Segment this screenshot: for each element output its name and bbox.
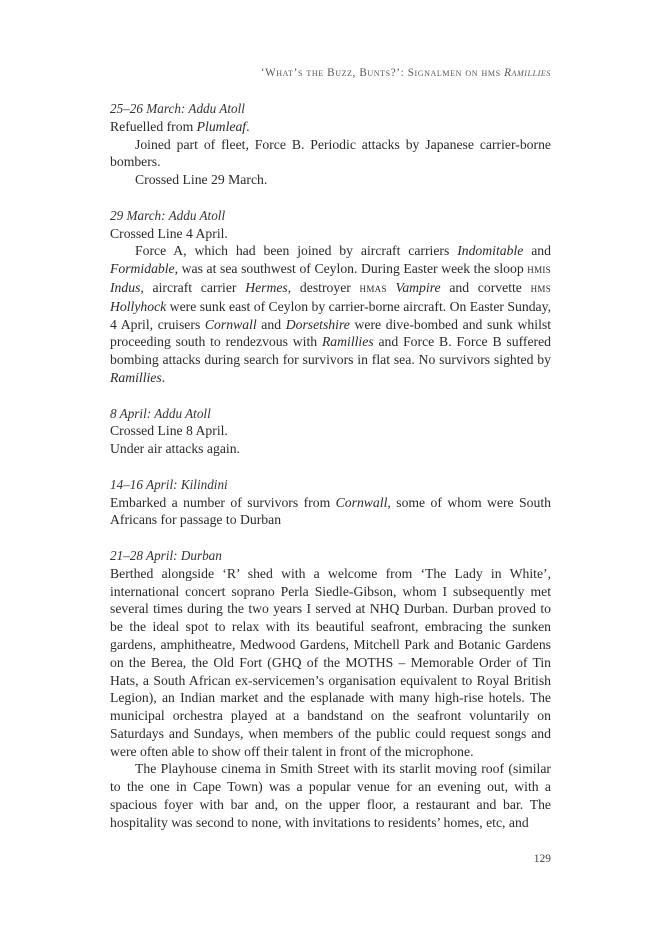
- entry-paragraph: Force A, which had been joined by aircraft carriers Indomitable and Formidable, was at sea southwest of Ceylon. During Easter week the sloop hmis Indus, aircraft carrier Hermes, destroyer hmas Vampire and corvette hms Hollyhock were sunk east of Ceylon by carrier-borne aircraft. On Easter Sunday, 4 April, cruisers Cornwall and Dorsetshire were dive-bombed and sunk whilst proceeding south to rendezvous with Ramillies and Force B. Force B suffered bombing attacks during search for survivors in flat sea. No survivors sighted by Ramillies.: [110, 243, 552, 385]
- entry-heading: 8 April: Addu Atoll: [110, 405, 211, 421]
- entry-paragraph: Berthed alongside ‘R’ shed with a welcome from ‘The Lady in White’, international concert soprano Perla Siedle-Gibson, whom I subsequently met several times during the two years I served at NHQ Durban. Durban proved to be the ideal spot to relax with its beautiful seafront, embracing the sunken gardens, amphitheatre, Medwood Gardens, Mitchell Park and Botanic Gardens on the Berea, the Old Fort (GHQ of the MOTHS – Memorable Order of Tin Hats, a South African ex-servicemen’s organisation equivalent to Royal British Legion), an Indian market and the esplanade with many high-rise hotels. The municipal orchestra played at a bandstand on the seafront voluntarily on Saturdays and Sundays, when members of the public could request songs and were often able to show off their talent in front of the microphone.: [110, 565, 551, 759]
- page-number: 129: [533, 853, 551, 865]
- entry-paragraph: Under air attacks again.: [110, 441, 240, 457]
- diary-entry: [110, 405, 551, 458]
- entry-heading: 14–16 April: Kilindini: [110, 476, 228, 492]
- entry-paragraph: Embarked a number of survivors from Cornwall, some of whom were South Africans for passage to Durban: [110, 494, 551, 528]
- diary-entry: [110, 207, 551, 387]
- entry-paragraph: Joined part of fleet, Force B. Periodic attacks by Japanese carrier-borne bombers.: [110, 136, 551, 170]
- entry-heading: 21–28 April: Durban: [110, 547, 222, 563]
- entry-paragraph: Refuelled from Plumleaf.: [110, 118, 250, 134]
- entry-paragraph: The Playhouse cinema in Smith Street with its starlit moving roof (similar to the one in Cape Town) was a popular venue for an evening out, with a spacious foyer with bar and, on the upper floor, a restaurant and bar. The hospitality was second to none, with invitations to residents’ homes, etc, and: [110, 761, 551, 830]
- running-head-ship-prefix: hms: [481, 67, 501, 79]
- running-head-title: ‘What’s the Buzz, Bunts?’: Signalmen on: [260, 67, 479, 79]
- diary-entry: [110, 476, 551, 529]
- entry-heading: 29 March: Addu Atoll: [110, 207, 226, 223]
- diary-entry: [110, 100, 551, 189]
- diary-entry: [110, 547, 551, 832]
- running-head-ship-name: Ramillies: [504, 67, 551, 79]
- running-head: [110, 67, 551, 79]
- entry-paragraph: Crossed Line 8 April.: [110, 423, 228, 439]
- entry-heading: 25–26 March: Addu Atoll: [110, 101, 245, 116]
- entry-paragraph: Crossed Line 4 April.: [110, 225, 228, 241]
- entry-paragraph: Crossed Line 29 March.: [135, 172, 268, 188]
- page-body: [110, 100, 551, 849]
